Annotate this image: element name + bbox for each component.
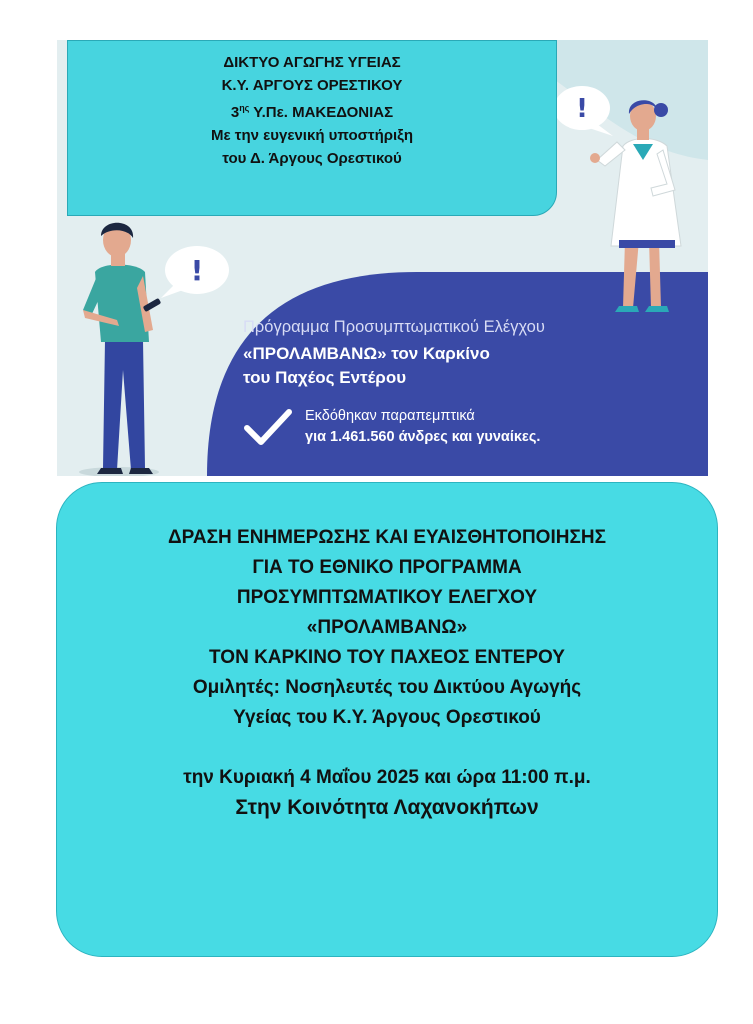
program-title: Πρόγραμμα Προσυμπτωματικού Ελέγχου — [243, 318, 545, 336]
speakers-line-1: Ομιλητές: Νοσηλευτές του Δικτύου Αγωγής — [192, 677, 582, 698]
event-location: Στην Κοινότητα Λαχανοκήπων — [235, 796, 539, 819]
organizer-line-2: Κ.Υ. ΑΡΓΟΥΣ ΟΡΕΣΤΙΚΟΥ — [221, 77, 403, 94]
organizer-line-1: ΔΙΚΤΥΟ ΑΓΩΓΗΣ ΥΓΕΙΑΣ — [223, 54, 401, 71]
organizer-line-5: του Δ. Άργους Ορεστικού — [222, 150, 402, 167]
event-date-time: την Κυριακή 4 Μαΐου 2025 και ώρα 11:00 π.μ. — [183, 767, 591, 788]
announcement-line-4: «ΠΡΟΛΑΜΒΑΝΩ» — [306, 617, 468, 638]
organizer-line-3 — [231, 97, 393, 124]
program-name-line-1: «ΠΡΟΛΑΜΒΑΝΩ» τον Καρκίνο — [243, 344, 490, 363]
announcement-line-5: ΤΟΝ ΚΑΡΚΙΝΟ ΤΟΥ ΠΑΧΕΟΣ ΕΝΤΕΡΟΥ — [209, 647, 565, 668]
checkmark-icon — [243, 408, 293, 448]
referrals-line-2: για 1.461.560 άνδρες και γυναίκες. — [305, 429, 541, 445]
organizer-box — [67, 40, 557, 216]
announcement-line-3: ΠΡΟΣΥΜΠΤΩΜΑΤΙΚΟΥ ΕΛΕΓΧΟΥ — [236, 587, 538, 608]
program-name-line-2: του Παχέος Εντέρου — [243, 368, 407, 387]
organizer-line-4: Με την ευγενική υποστήριξη — [210, 127, 414, 144]
announcement-line-2: ΓΙΑ ΤΟ ΕΘΝΙΚΟ ΠΡΟΓΡΑΜΜΑ — [252, 557, 522, 578]
referrals-issued — [305, 406, 540, 448]
region-ordinal: ης — [239, 103, 250, 113]
region-name: Υ.Πε. ΜΑΚΕΔΟΝΙΑΣ — [249, 104, 394, 121]
referrals-line-1: Εκδόθηκαν παραπεμπτικά — [305, 408, 475, 424]
region-number: 3 — [230, 104, 240, 121]
speakers-line-2: Υγείας του Κ.Υ. Άργους Ορεστικού — [233, 707, 541, 728]
program-name — [243, 342, 490, 390]
program-banner — [57, 40, 708, 476]
announcement-box — [56, 482, 718, 957]
announcement-line-1: ΔΡΑΣΗ ΕΝΗΜΕΡΩΣΗΣ ΚΑΙ ΕΥΑΙΣΘΗΤΟΠΟΙΗΣΗΣ — [168, 527, 606, 548]
svg-text:!: ! — [190, 254, 204, 287]
svg-text:!: ! — [576, 94, 588, 124]
